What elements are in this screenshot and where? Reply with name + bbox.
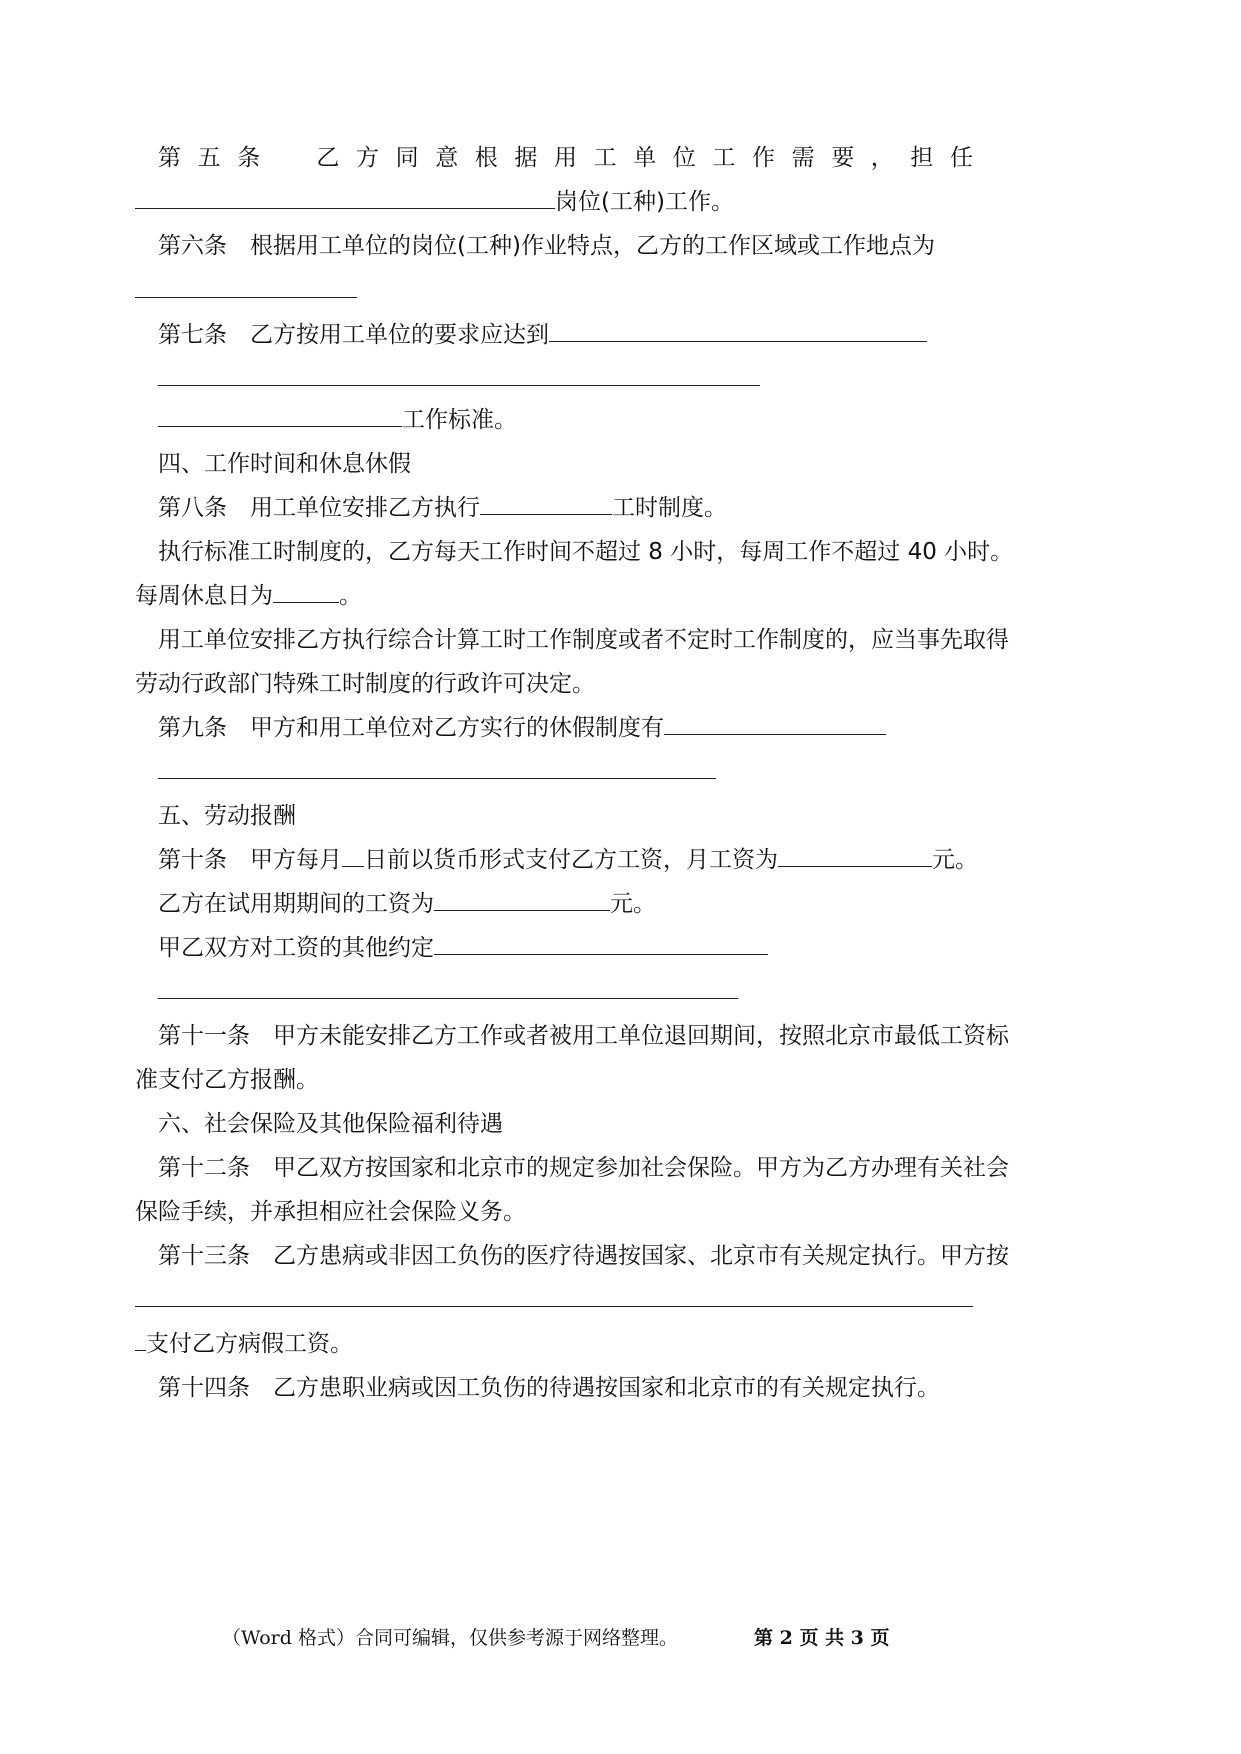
other-pay-blank-2 (158, 976, 738, 999)
leave-system-blank-1 (664, 712, 886, 735)
article-13-line-1: 第十三条 乙方患病或非因工负伤的医疗待遇按国家、北京市有关规定执行。甲方按 (158, 1243, 1009, 1269)
article-13-line-3: 支付乙方病假工资。 (135, 1328, 353, 1360)
section-5-heading: 五、劳动报酬 (158, 803, 296, 829)
standard-blank-1 (549, 319, 927, 342)
work-hour-system-blank (480, 492, 612, 515)
article-7-end: 工作标准。 (158, 404, 517, 436)
rest-day-blank (273, 580, 339, 603)
standard-blank-3 (158, 404, 402, 427)
other-pay-blank-1 (434, 932, 768, 955)
article-14: 第十四条 乙方患职业病或因工负伤的待遇按国家和北京市的有关规定执行。 (158, 1375, 940, 1401)
probation-wage-blank (434, 888, 610, 911)
article-13-blank-line (135, 1284, 973, 1316)
article-7-blank-line (158, 363, 760, 395)
standard-hours-line-1: 执行标准工时制度的，乙方每天工作时间不超过 8 小时，每周工作不超过 40 小时。 (158, 539, 1014, 565)
article-12-line-2: 保险手续，并承担相应社会保险义务。 (135, 1199, 526, 1225)
standard-hours-line-2: 每周休息日为 。 (135, 580, 362, 612)
work-location-blank (135, 275, 357, 298)
monthly-wage-blank (778, 844, 932, 867)
article-8: 第八条 用工单位安排乙方执行 工时制度。 (158, 492, 727, 524)
position-blank (135, 186, 555, 209)
pay-day-blank (342, 844, 364, 867)
article-6-blank-line (135, 275, 357, 307)
flexible-hours-line-1: 用工单位安排乙方执行综合计算工时工作制度或者不定时工作制度的，应当事先取得 (158, 627, 1009, 653)
article-12-line-1: 第十二条 甲乙双方按国家和北京市的规定参加社会保险。甲方为乙方办理有关社会 (158, 1155, 1009, 1181)
footer-note: （Word 格式）合同可编辑，仅供参考源于网络整理。 (222, 1627, 678, 1649)
section-4-heading: 四、工作时间和休息休假 (158, 451, 411, 477)
article-9: 第九条 甲方和用工单位对乙方实行的休假制度有 (158, 712, 886, 744)
article-11-line-1: 第十一条 甲方未能安排乙方工作或者被用工单位退回期间，按照北京市最低工资标 (158, 1023, 1009, 1049)
article-9-blank-line (158, 756, 716, 788)
flexible-hours-line-2: 劳动行政部门特殊工时制度的行政许可决定。 (135, 671, 595, 697)
article-7: 第七条 乙方按用工单位的要求应达到 (158, 319, 927, 351)
article-11-line-2: 准支付乙方报酬。 (135, 1067, 319, 1093)
article-6: 第六条 根据用工单位的岗位(工种)作业特点，乙方的工作区域或工作地点为 (158, 233, 935, 259)
article-10: 第十条 甲方每月 日前以货币形式支付乙方工资，月工资为 元。 (158, 844, 978, 876)
article-5-line-1: 第五条 乙方同意根据用工单位工作需要，担任 (158, 145, 973, 171)
other-pay-blank-line (158, 976, 738, 1008)
page-number: 第 2 页 共 3 页 (754, 1627, 890, 1649)
article-5-line-2: 岗位(工种)工作。 (135, 186, 734, 218)
standard-blank-2 (158, 363, 760, 386)
section-6-heading: 六、社会保险及其他保险福利待遇 (158, 1111, 503, 1137)
probation-wage: 乙方在试用期期间的工资为 元。 (158, 888, 656, 920)
sick-pay-blank-tail (135, 1328, 146, 1351)
leave-system-blank-2 (158, 756, 716, 779)
other-pay-terms: 甲乙双方对工资的其他约定 (158, 932, 768, 964)
sick-pay-blank (135, 1284, 973, 1307)
